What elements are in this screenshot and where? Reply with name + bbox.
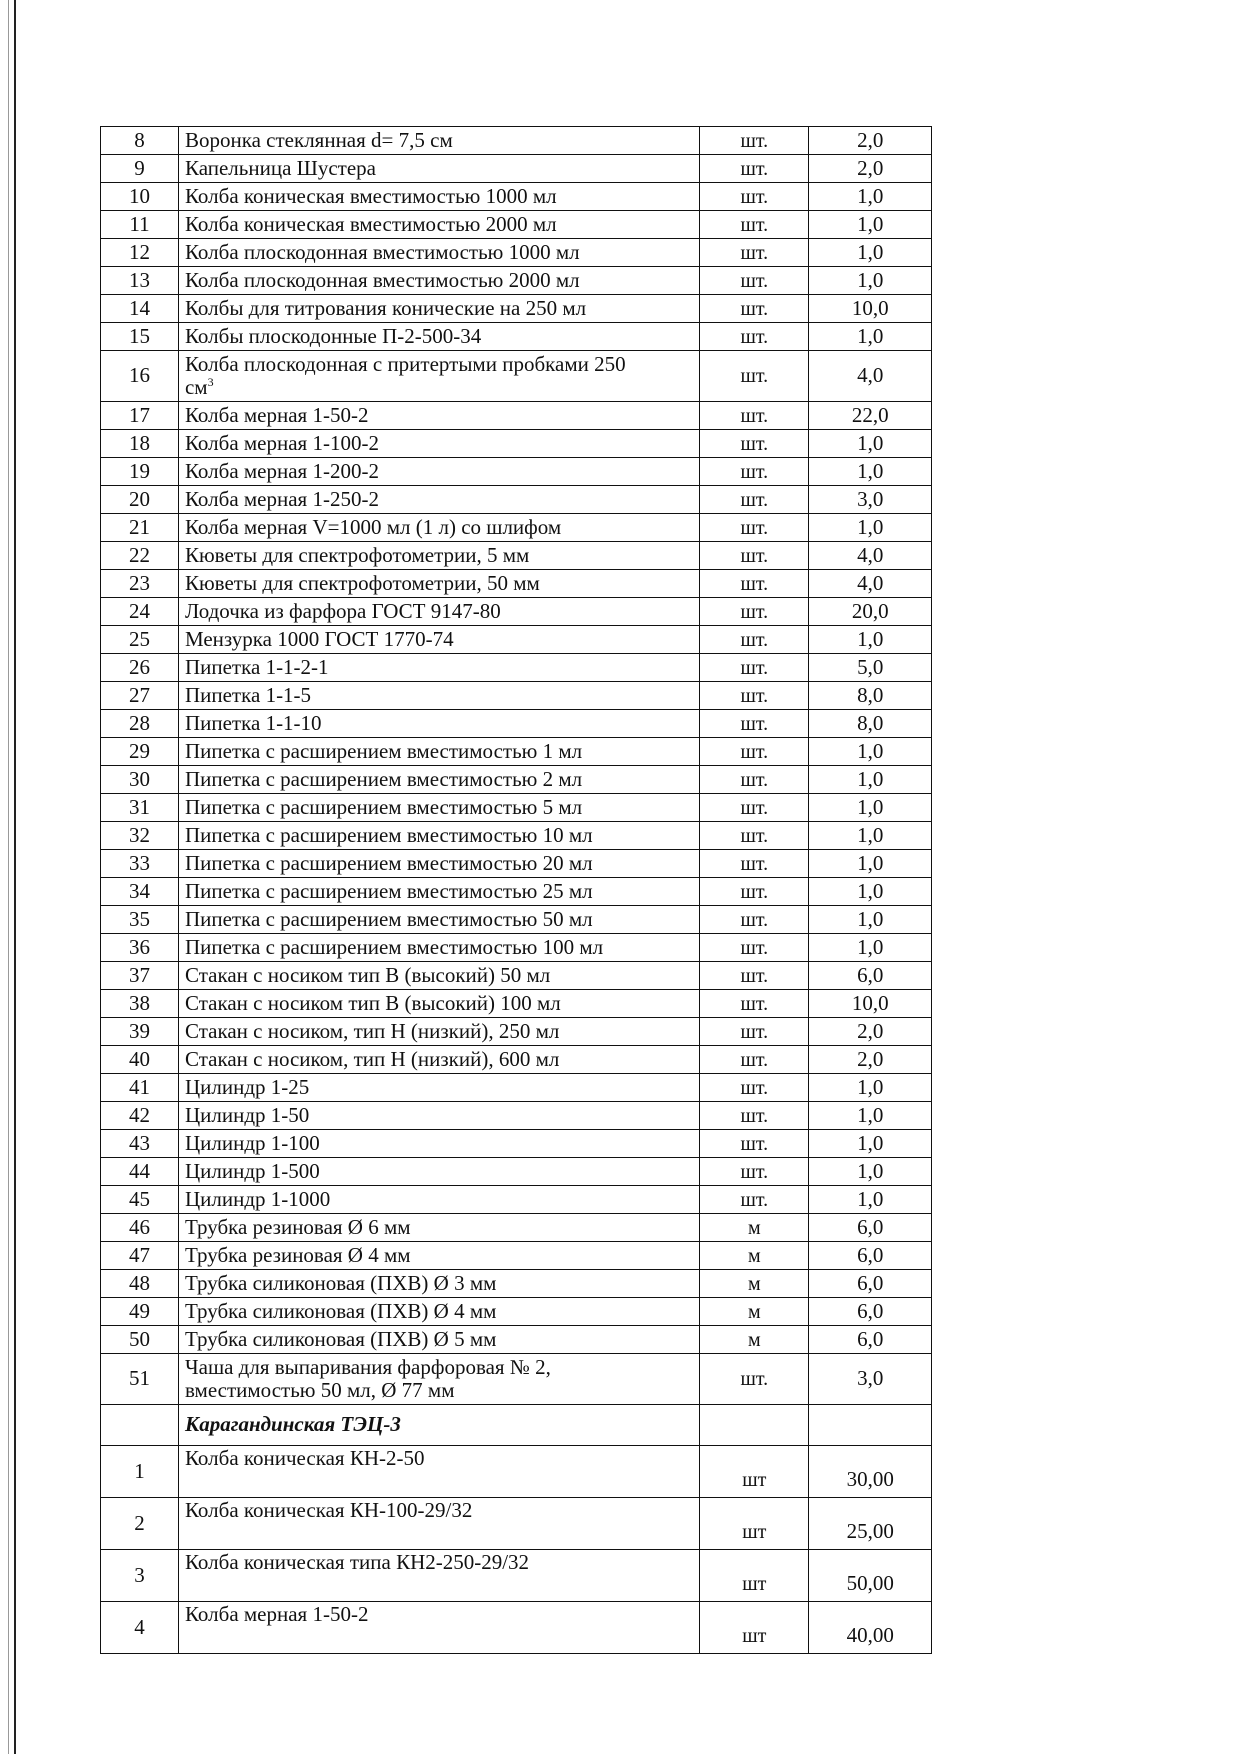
item-name-line2: см [184, 375, 208, 399]
item-unit: шт. [700, 1018, 809, 1046]
item-name: Кюветы для спектрофотометрии, 50 мм [178, 570, 699, 598]
item-name: Пипетка с расширением вместимостью 20 мл [178, 850, 699, 878]
row-number: 49 [101, 1298, 179, 1326]
table-row [101, 794, 932, 822]
table-row [101, 323, 932, 351]
item-name: Колбы плоскодонные П-2-500-34 [178, 323, 699, 351]
table-row [101, 1270, 932, 1298]
item-name: Пипетка 1-1-2-1 [178, 654, 699, 682]
item-quantity: 1,0 [809, 514, 932, 542]
row-number: 4 [101, 1602, 179, 1654]
section-title: Карагандинская ТЭЦ-3 [178, 1405, 699, 1446]
item-name: Пипетка с расширением вместимостью 2 мл [178, 766, 699, 794]
item-name: Колба мерная 1-250-2 [178, 486, 699, 514]
item-quantity: 1,0 [809, 1130, 932, 1158]
table-row [101, 1446, 932, 1498]
table-row [101, 351, 932, 402]
table-row [101, 155, 932, 183]
item-name: Пипетка с расширением вместимостью 25 мл [178, 878, 699, 906]
item-quantity: 3,0 [809, 1354, 932, 1405]
row-number: 21 [101, 514, 179, 542]
table-row [101, 570, 932, 598]
item-name: Колба мерная 1-50-2 [178, 1602, 699, 1654]
item-unit: м [700, 1298, 809, 1326]
row-number: 39 [101, 1018, 179, 1046]
scan-edge-line [14, 0, 16, 1754]
item-unit: шт. [700, 295, 809, 323]
row-number: 24 [101, 598, 179, 626]
item-quantity: 1,0 [809, 211, 932, 239]
item-name: Колба коническая вместимостью 2000 мл [178, 211, 699, 239]
row-number: 13 [101, 267, 179, 295]
item-quantity: 4,0 [809, 570, 932, 598]
item-quantity: 1,0 [809, 766, 932, 794]
item-unit: шт. [700, 570, 809, 598]
item-name [178, 351, 699, 402]
table-row [101, 682, 932, 710]
row-number: 3 [101, 1550, 179, 1602]
item-unit: шт [700, 1602, 809, 1654]
table-row [101, 1354, 932, 1405]
item-unit: шт. [700, 267, 809, 295]
item-unit: шт [700, 1498, 809, 1550]
row-number: 51 [101, 1354, 179, 1405]
item-unit: шт. [700, 962, 809, 990]
item-unit: шт. [700, 1354, 809, 1405]
row-number: 19 [101, 458, 179, 486]
item-name: Цилиндр 1-25 [178, 1074, 699, 1102]
item-name: Лодочка из фарфора ГОСТ 9147-80 [178, 598, 699, 626]
item-quantity: 6,0 [809, 1214, 932, 1242]
item-unit: шт. [700, 794, 809, 822]
table-row [101, 1074, 932, 1102]
row-number: 22 [101, 542, 179, 570]
item-name: Колбы для титрования конические на 250 мл [178, 295, 699, 323]
table-row [101, 1326, 932, 1354]
item-quantity: 30,00 [809, 1446, 932, 1498]
item-name: Цилиндр 1-500 [178, 1158, 699, 1186]
item-unit: шт. [700, 430, 809, 458]
item-unit: шт. [700, 934, 809, 962]
row-number: 45 [101, 1186, 179, 1214]
item-name: Стакан с носиком тип В (высокий) 100 мл [178, 990, 699, 1018]
row-number: 43 [101, 1130, 179, 1158]
table-row [101, 598, 932, 626]
row-number: 10 [101, 183, 179, 211]
item-name: Трубка резиновая Ø 6 мм [178, 1214, 699, 1242]
item-unit: шт. [700, 906, 809, 934]
item-quantity: 4,0 [809, 351, 932, 402]
item-name: Колба коническая вместимостью 1000 мл [178, 183, 699, 211]
table-row [101, 626, 932, 654]
row-number: 1 [101, 1446, 179, 1498]
item-unit: м [700, 1242, 809, 1270]
item-unit: шт. [700, 990, 809, 1018]
item-quantity: 1,0 [809, 738, 932, 766]
item-quantity: 25,00 [809, 1498, 932, 1550]
table-row [101, 402, 932, 430]
table-row [101, 183, 932, 211]
table-row [101, 1498, 932, 1550]
item-name: Цилиндр 1-1000 [178, 1186, 699, 1214]
table-row [101, 486, 932, 514]
table-row [101, 239, 932, 267]
scan-edge-line [8, 0, 9, 1754]
item-name: Пипетка с расширением вместимостью 50 мл [178, 906, 699, 934]
item-name: Капельница Шустера [178, 155, 699, 183]
table-row [101, 1018, 932, 1046]
item-quantity: 2,0 [809, 127, 932, 155]
item-unit: шт. [700, 458, 809, 486]
item-quantity: 1,0 [809, 878, 932, 906]
row-number: 8 [101, 127, 179, 155]
item-quantity: 1,0 [809, 183, 932, 211]
item-name: Пипетка с расширением вместимостью 5 мл [178, 794, 699, 822]
item-unit: шт. [700, 239, 809, 267]
item-unit [700, 1405, 809, 1446]
row-number: 42 [101, 1102, 179, 1130]
item-quantity: 1,0 [809, 1186, 932, 1214]
item-name: Колба мерная 1-50-2 [178, 402, 699, 430]
row-number: 50 [101, 1326, 179, 1354]
table-row [101, 1102, 932, 1130]
table-row [101, 1242, 932, 1270]
item-unit: шт. [700, 514, 809, 542]
row-number: 38 [101, 990, 179, 1018]
item-name: Воронка стеклянная d= 7,5 см [178, 127, 699, 155]
table-row [101, 906, 932, 934]
row-number: 18 [101, 430, 179, 458]
item-quantity: 6,0 [809, 1242, 932, 1270]
row-number: 16 [101, 351, 179, 402]
item-name: Колба коническая типа КН2-250-29/32 [178, 1550, 699, 1602]
row-number: 23 [101, 570, 179, 598]
row-number: 11 [101, 211, 179, 239]
item-quantity: 10,0 [809, 990, 932, 1018]
item-name: Пипетка 1-1-10 [178, 710, 699, 738]
item-quantity: 1,0 [809, 850, 932, 878]
item-name: Трубка силиконовая (ПХВ) Ø 3 мм [178, 1270, 699, 1298]
table-row [101, 710, 932, 738]
row-number: 47 [101, 1242, 179, 1270]
item-quantity: 4,0 [809, 542, 932, 570]
equipment-table-body [101, 127, 932, 1654]
item-quantity: 1,0 [809, 1102, 932, 1130]
item-unit: шт. [700, 682, 809, 710]
table-row [101, 1298, 932, 1326]
item-quantity: 22,0 [809, 402, 932, 430]
table-row [101, 1158, 932, 1186]
item-unit: шт. [700, 542, 809, 570]
table-row [101, 211, 932, 239]
row-number: 33 [101, 850, 179, 878]
row-number: 28 [101, 710, 179, 738]
item-quantity: 5,0 [809, 654, 932, 682]
row-number: 31 [101, 794, 179, 822]
item-quantity: 2,0 [809, 1018, 932, 1046]
item-name: Пипетка 1-1-5 [178, 682, 699, 710]
item-quantity: 1,0 [809, 267, 932, 295]
item-unit: шт. [700, 598, 809, 626]
item-quantity: 1,0 [809, 794, 932, 822]
item-name: Стакан с носиком, тип Н (низкий), 600 мл [178, 1046, 699, 1074]
item-name: Цилиндр 1-50 [178, 1102, 699, 1130]
item-name: Стакан с носиком, тип Н (низкий), 250 мл [178, 1018, 699, 1046]
item-name-line1: Колба плоскодонная с притертыми пробками 250 [184, 351, 626, 376]
table-row [101, 934, 932, 962]
item-name-line2: вместимостью 50 мл, Ø 77 мм [184, 1378, 455, 1402]
table-row [101, 1130, 932, 1158]
item-quantity: 6,0 [809, 1270, 932, 1298]
table-row [101, 1602, 932, 1654]
item-quantity: 1,0 [809, 1074, 932, 1102]
item-name: Пипетка с расширением вместимостью 10 мл [178, 822, 699, 850]
row-number: 12 [101, 239, 179, 267]
item-quantity: 2,0 [809, 155, 932, 183]
table-row [101, 1046, 932, 1074]
item-unit: шт. [700, 738, 809, 766]
item-unit: шт. [700, 1102, 809, 1130]
item-quantity: 1,0 [809, 239, 932, 267]
table-row [101, 766, 932, 794]
item-unit: шт. [700, 323, 809, 351]
item-unit: шт. [700, 402, 809, 430]
row-number: 32 [101, 822, 179, 850]
item-unit: шт. [700, 626, 809, 654]
item-name: Колба плоскодонная вместимостью 1000 мл [178, 239, 699, 267]
row-number: 2 [101, 1498, 179, 1550]
row-number: 15 [101, 323, 179, 351]
item-unit: м [700, 1270, 809, 1298]
item-name: Цилиндр 1-100 [178, 1130, 699, 1158]
item-name: Колба коническая КН-100-29/32 [178, 1498, 699, 1550]
item-unit: шт [700, 1550, 809, 1602]
table-row [101, 430, 932, 458]
table-row [101, 738, 932, 766]
row-number [101, 1405, 179, 1446]
item-name: Стакан с носиком тип В (высокий) 50 мл [178, 962, 699, 990]
item-name: Трубка силиконовая (ПХВ) Ø 4 мм [178, 1298, 699, 1326]
row-number: 34 [101, 878, 179, 906]
row-number: 27 [101, 682, 179, 710]
unit-superscript: 3 [207, 375, 214, 389]
item-quantity: 40,00 [809, 1602, 932, 1654]
row-number: 41 [101, 1074, 179, 1102]
item-name: Кюветы для спектрофотометрии, 5 мм [178, 542, 699, 570]
item-name: Пипетка с расширением вместимостью 100 мл [178, 934, 699, 962]
row-number: 35 [101, 906, 179, 934]
table-row [101, 822, 932, 850]
item-quantity: 6,0 [809, 1298, 932, 1326]
item-quantity: 1,0 [809, 430, 932, 458]
item-unit: шт. [700, 1046, 809, 1074]
row-number: 44 [101, 1158, 179, 1186]
item-name: Колба мерная V=1000 мл (1 л) со шлифом [178, 514, 699, 542]
table-row [101, 267, 932, 295]
table-row [101, 458, 932, 486]
table-row [101, 1186, 932, 1214]
item-name-line1: Чаша для выпаривания фарфоровая № 2, [184, 1354, 551, 1379]
item-name: Колба мерная 1-100-2 [178, 430, 699, 458]
item-unit: шт. [700, 822, 809, 850]
item-quantity: 1,0 [809, 906, 932, 934]
table-row [101, 850, 932, 878]
item-name: Мензурка 1000 ГОСТ 1770-74 [178, 626, 699, 654]
row-number: 25 [101, 626, 179, 654]
item-unit: шт. [700, 183, 809, 211]
item-quantity: 1,0 [809, 626, 932, 654]
item-quantity [809, 1405, 932, 1446]
table-row [101, 654, 932, 682]
item-quantity: 8,0 [809, 682, 932, 710]
item-name: Колба мерная 1-200-2 [178, 458, 699, 486]
item-unit: шт. [700, 127, 809, 155]
section-header-row [101, 1405, 932, 1446]
item-unit: шт. [700, 878, 809, 906]
item-quantity: 1,0 [809, 822, 932, 850]
item-quantity: 10,0 [809, 295, 932, 323]
item-quantity: 1,0 [809, 934, 932, 962]
row-number: 37 [101, 962, 179, 990]
item-unit: шт. [700, 1130, 809, 1158]
table-row [101, 295, 932, 323]
item-unit: шт. [700, 1074, 809, 1102]
row-number: 17 [101, 402, 179, 430]
row-number: 29 [101, 738, 179, 766]
item-quantity: 20,0 [809, 598, 932, 626]
item-name [178, 1354, 699, 1405]
item-unit: шт. [700, 1186, 809, 1214]
item-quantity: 8,0 [809, 710, 932, 738]
row-number: 36 [101, 934, 179, 962]
table-row [101, 1214, 932, 1242]
item-unit: шт. [700, 351, 809, 402]
item-quantity: 1,0 [809, 323, 932, 351]
item-name: Трубка резиновая Ø 4 мм [178, 1242, 699, 1270]
item-unit: шт. [700, 1158, 809, 1186]
item-quantity: 6,0 [809, 962, 932, 990]
item-quantity: 2,0 [809, 1046, 932, 1074]
item-unit: м [700, 1214, 809, 1242]
item-quantity: 1,0 [809, 458, 932, 486]
table-row [101, 542, 932, 570]
item-quantity: 50,00 [809, 1550, 932, 1602]
item-unit: м [700, 1326, 809, 1354]
item-quantity: 3,0 [809, 486, 932, 514]
item-unit: шт. [700, 211, 809, 239]
row-number: 20 [101, 486, 179, 514]
item-quantity: 6,0 [809, 1326, 932, 1354]
row-number: 9 [101, 155, 179, 183]
row-number: 26 [101, 654, 179, 682]
table-row [101, 127, 932, 155]
item-unit: шт. [700, 766, 809, 794]
table-row [101, 1550, 932, 1602]
item-unit: шт. [700, 654, 809, 682]
item-name: Колба плоскодонная вместимостью 2000 мл [178, 267, 699, 295]
equipment-table [100, 126, 932, 1654]
row-number: 30 [101, 766, 179, 794]
item-unit: шт. [700, 486, 809, 514]
item-name: Пипетка с расширением вместимостью 1 мл [178, 738, 699, 766]
item-unit: шт. [700, 850, 809, 878]
item-name: Колба коническая КН-2-50 [178, 1446, 699, 1498]
item-quantity: 1,0 [809, 1158, 932, 1186]
table-row [101, 962, 932, 990]
table-row [101, 990, 932, 1018]
table-row [101, 514, 932, 542]
row-number: 14 [101, 295, 179, 323]
item-unit: шт. [700, 155, 809, 183]
table-row [101, 878, 932, 906]
row-number: 48 [101, 1270, 179, 1298]
row-number: 46 [101, 1214, 179, 1242]
item-name: Трубка силиконовая (ПХВ) Ø 5 мм [178, 1326, 699, 1354]
row-number: 40 [101, 1046, 179, 1074]
item-unit: шт. [700, 710, 809, 738]
item-unit: шт [700, 1446, 809, 1498]
